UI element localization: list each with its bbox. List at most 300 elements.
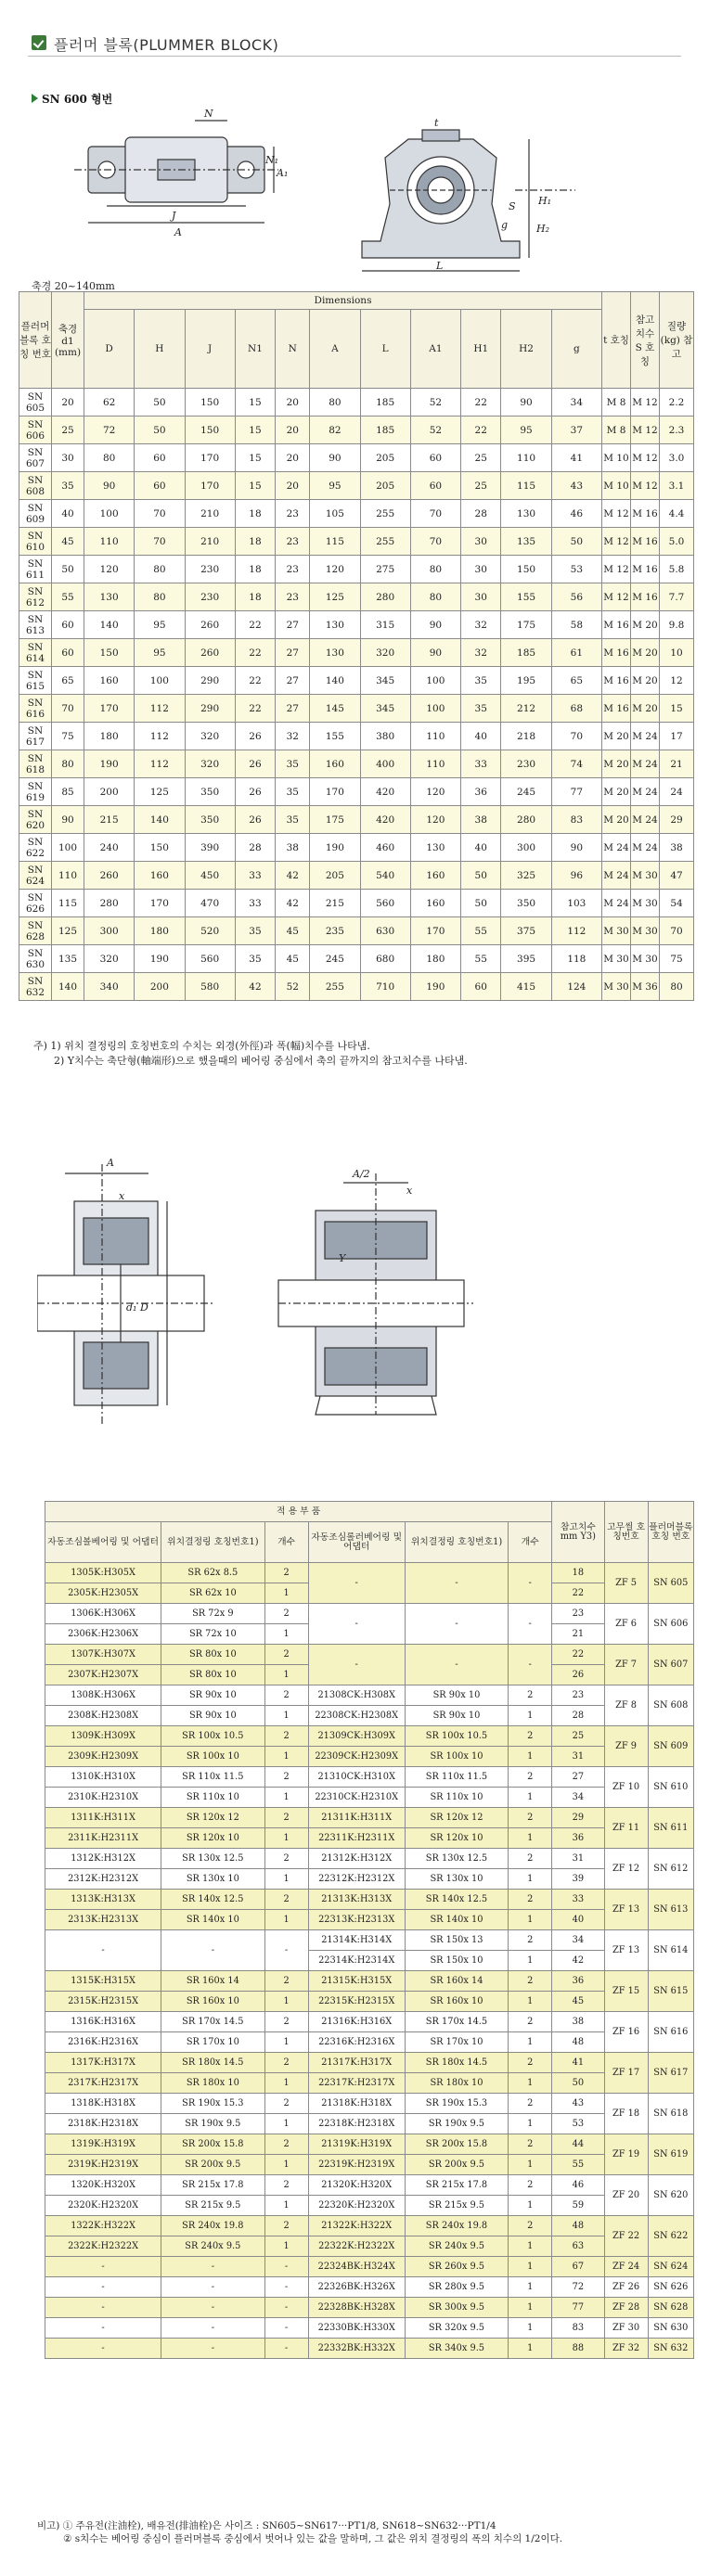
table-cell: M 16: [631, 500, 660, 528]
table-cell: 22311K:H2311X: [308, 1828, 405, 1849]
check-icon: [32, 35, 46, 50]
table-cell: 50: [461, 862, 501, 890]
table-cell: 1: [264, 2073, 308, 2094]
table-cell: 190: [135, 945, 185, 973]
table-row: [19, 750, 694, 778]
table-cell: 100: [84, 500, 135, 528]
table-cell: 1310K:H310X: [45, 1767, 161, 1788]
table-cell: 140: [310, 667, 360, 695]
table-cell: SR 200x 9.5: [161, 2155, 264, 2175]
table-cell: 185: [501, 639, 551, 667]
table-cell: 100: [135, 667, 185, 695]
table-cell: 2308K:H2308X: [45, 1706, 161, 1726]
table-cell: 140: [84, 611, 135, 639]
table-cell: 68: [551, 695, 601, 723]
table-cell: 125: [135, 778, 185, 806]
table-row: [19, 417, 694, 444]
table-cell: 1313K:H313X: [45, 1890, 161, 1910]
model-number-cell: SN 607: [19, 444, 52, 472]
table-cell: 41: [552, 2053, 604, 2073]
table-row: [45, 2012, 694, 2032]
table-cell: 60: [52, 639, 84, 667]
table-cell: 245: [310, 945, 360, 973]
model-number-cell: SN 612: [19, 583, 52, 611]
table-cell: 40: [461, 723, 501, 750]
table-cell: 27: [276, 611, 310, 639]
table-cell: -: [509, 1563, 552, 1604]
table-cell: 36: [552, 1828, 604, 1849]
table-cell: M 20: [631, 695, 660, 723]
t2-header: 위치결정링 호칭번호1): [161, 1522, 264, 1563]
table-cell: 170: [185, 444, 235, 472]
table-cell: SR 130x 12.5: [405, 1849, 508, 1869]
table-cell: 52: [410, 389, 460, 417]
table-cell: M 30: [602, 973, 631, 1001]
table-cell: 350: [185, 806, 235, 834]
t1-header: H: [135, 310, 185, 389]
table-cell: M 16: [631, 556, 660, 583]
table-cell: 135: [501, 528, 551, 556]
table-cell: 1: [264, 1869, 308, 1890]
table-cell: 125: [310, 583, 360, 611]
table-cell: 22: [552, 1583, 604, 1604]
table-cell: 1: [264, 2196, 308, 2216]
table-cell: 215: [310, 890, 360, 917]
table-cell: 210: [185, 528, 235, 556]
table-cell: -: [45, 2277, 161, 2298]
table-cell: 3.1: [660, 472, 694, 500]
table-cell: SR 240x 9.5: [161, 2236, 264, 2257]
table-cell: 45: [276, 945, 310, 973]
model-number-cell: SN 615: [19, 667, 52, 695]
table-cell: M 20: [631, 639, 660, 667]
table-cell: 21314K:H314X: [308, 1930, 405, 1951]
table-cell: 52: [276, 973, 310, 1001]
table-cell: 1: [264, 1788, 308, 1808]
table2-notes: [37, 2519, 562, 2545]
table-cell: 23: [276, 556, 310, 583]
table-cell: 35: [52, 472, 84, 500]
table-cell: 12: [660, 667, 694, 695]
table-cell: ZF 10: [604, 1767, 648, 1808]
table-cell: SR 90x 10: [161, 1706, 264, 1726]
table-cell: 2: [264, 2134, 308, 2155]
table-cell: 2: [509, 1930, 552, 1951]
table-row: [19, 583, 694, 611]
table-row: [19, 639, 694, 667]
svg-text:S: S: [509, 200, 516, 212]
table-cell: M 16: [631, 528, 660, 556]
table-cell: SR 110x 11.5: [161, 1767, 264, 1788]
model-number-cell: SN 605: [19, 389, 52, 417]
table-cell: 42: [552, 1951, 604, 1971]
table-cell: 2: [264, 1563, 308, 1583]
table-cell: 320: [185, 750, 235, 778]
table-cell: 10: [660, 639, 694, 667]
table-cell: 110: [84, 528, 135, 556]
table-cell: 1317K:H317X: [45, 2053, 161, 2073]
table-cell: 22: [235, 639, 275, 667]
table-cell: 61: [551, 639, 601, 667]
dimensions-table: [19, 291, 694, 1001]
table-cell: 1: [509, 2155, 552, 2175]
table-cell: SR 100x 10: [405, 1747, 508, 1767]
table-cell: SR 240x 9.5: [405, 2236, 508, 2257]
table-cell: -: [405, 1563, 508, 1604]
note-line: 주) 1) 위치 결정링의 호칭번호의 수치는 외경(外徑)과 폭(幅)치수를 나타냄.: [33, 1040, 370, 1052]
table-cell: 170: [135, 890, 185, 917]
table-cell: 40: [552, 1910, 604, 1930]
t1-header: 질량 (kg) 참고: [660, 292, 694, 389]
table-cell: 218: [501, 723, 551, 750]
table-cell: -: [45, 1930, 161, 1971]
model-number-cell: SN 618: [648, 2094, 693, 2134]
table-cell: 41: [551, 444, 601, 472]
table-cell: 39: [552, 1869, 604, 1890]
model-number-cell: SN 606: [648, 1604, 693, 1645]
table-cell: 140: [135, 806, 185, 834]
table-cell: ZF 13: [604, 1930, 648, 1971]
table-row: [19, 917, 694, 945]
table-row: [45, 1992, 694, 2012]
table-cell: SR 140x 12.5: [405, 1890, 508, 1910]
table-row: [45, 2318, 694, 2339]
table-cell: 21310CK:H310X: [308, 1767, 405, 1788]
table-cell: 120: [410, 778, 460, 806]
model-number-cell: SN 616: [19, 695, 52, 723]
table-cell: SR 120x 12: [161, 1808, 264, 1828]
table-cell: 53: [551, 556, 601, 583]
table-row: [19, 667, 694, 695]
table-cell: 540: [360, 862, 410, 890]
table-cell: 460: [360, 834, 410, 862]
table-row: [45, 1828, 694, 1849]
model-number-cell: SN 611: [648, 1808, 693, 1849]
table-cell: ZF 30: [604, 2318, 648, 2339]
table-cell: 115: [501, 472, 551, 500]
table-row: [45, 1971, 694, 1992]
table-row: [19, 500, 694, 528]
table-cell: 112: [135, 723, 185, 750]
table-cell: 1: [509, 1706, 552, 1726]
table-cell: ZF 8: [604, 1685, 648, 1726]
t1-header: N1: [235, 310, 275, 389]
table-cell: 1312K:H312X: [45, 1849, 161, 1869]
table-cell: 630: [360, 917, 410, 945]
table-cell: 2: [264, 1726, 308, 1747]
table-cell: 60: [135, 472, 185, 500]
table-cell: 90: [410, 639, 460, 667]
table-cell: 22312K:H2312X: [308, 1869, 405, 1890]
svg-text:H₁: H₁: [538, 195, 552, 207]
model-number-cell: SN 610: [19, 528, 52, 556]
table-cell: 160: [84, 667, 135, 695]
table-cell: 21320K:H320X: [308, 2175, 405, 2196]
table-cell: 22309CK:H2309X: [308, 1747, 405, 1767]
table-cell: 22314K:H2314X: [308, 1951, 405, 1971]
table-cell: 90: [551, 834, 601, 862]
table1-notes: [33, 1039, 468, 1069]
table-cell: M 20: [602, 723, 631, 750]
table-cell: 2: [509, 2012, 552, 2032]
table-cell: M 20: [631, 611, 660, 639]
table-cell: 150: [84, 639, 135, 667]
model-number-cell: SN 610: [648, 1767, 693, 1808]
svg-text:x: x: [119, 1190, 125, 1202]
table-cell: 50: [461, 890, 501, 917]
svg-text:N: N: [204, 108, 213, 120]
table-cell: SR 140x 10: [405, 1910, 508, 1930]
table-cell: 20: [52, 389, 84, 417]
table-cell: 1306K:H306X: [45, 1604, 161, 1624]
table-cell: 70: [551, 723, 601, 750]
table-cell: 31: [552, 1747, 604, 1767]
table-cell: 40: [461, 834, 501, 862]
t2-header: 플러머블록 호칭 번호: [648, 1502, 693, 1563]
table-cell: 2: [509, 2134, 552, 2155]
table-cell: SR 140x 12.5: [161, 1890, 264, 1910]
table-cell: 1: [509, 1747, 552, 1767]
table-cell: -: [264, 2277, 308, 2298]
table-cell: SR 90x 10: [405, 1706, 508, 1726]
table-cell: 55: [552, 2155, 604, 2175]
table-cell: 15: [235, 417, 275, 444]
table-cell: 34: [552, 1930, 604, 1951]
table-cell: 205: [360, 472, 410, 500]
table-row: [45, 2175, 694, 2196]
table-cell: 2: [264, 1971, 308, 1992]
table-cell: 255: [360, 528, 410, 556]
table-cell: 28: [552, 1706, 604, 1726]
table-cell: 1: [509, 1869, 552, 1890]
table-cell: SR 200x 9.5: [405, 2155, 508, 2175]
table-cell: M 20: [631, 667, 660, 695]
table-cell: 1: [509, 2114, 552, 2134]
table-cell: 1: [509, 2032, 552, 2053]
t1-header: L: [360, 310, 410, 389]
table-cell: M 24: [631, 834, 660, 862]
t1-group-header: Dimensions: [84, 292, 602, 310]
table-row: [19, 890, 694, 917]
table-cell: SR 150x 13: [405, 1930, 508, 1951]
table-cell: 124: [551, 973, 601, 1001]
table-cell: 1320K:H320X: [45, 2175, 161, 2196]
table-row: [45, 1726, 694, 1747]
table-cell: 1: [509, 1910, 552, 1930]
table-cell: 95: [135, 611, 185, 639]
table-cell: -: [45, 2298, 161, 2318]
table-cell: 5.8: [660, 556, 694, 583]
table-cell: 170: [84, 695, 135, 723]
table-cell: 26: [235, 750, 275, 778]
table-cell: 21312K:H312X: [308, 1849, 405, 1869]
table-row: [45, 1706, 694, 1726]
table-cell: SR 90x 10: [161, 1685, 264, 1706]
svg-text:x: x: [406, 1185, 413, 1197]
model-number-cell: SN 606: [19, 417, 52, 444]
table-row: [45, 2094, 694, 2114]
table-cell: 95: [310, 472, 360, 500]
table-cell: 1319K:H319X: [45, 2134, 161, 2155]
table-cell: 96: [551, 862, 601, 890]
table-row: [45, 2216, 694, 2236]
table-row: [45, 1910, 694, 1930]
table-cell: 80: [660, 973, 694, 1001]
t1-header: J: [185, 310, 235, 389]
table-cell: 35: [276, 778, 310, 806]
table-cell: 115: [310, 528, 360, 556]
table-cell: 1316K:H316X: [45, 2012, 161, 2032]
table-cell: 1: [264, 1747, 308, 1767]
table-cell: 38: [660, 834, 694, 862]
table-cell: 25: [52, 417, 84, 444]
table-cell: 2: [264, 1890, 308, 1910]
model-number-cell: SN 608: [19, 472, 52, 500]
model-number-cell: SN 630: [19, 945, 52, 973]
table-cell: 2: [509, 1685, 552, 1706]
table-cell: 2: [264, 1604, 308, 1624]
table-cell: 2315K:H2315X: [45, 1992, 161, 2012]
table-cell: SR 160x 10: [161, 1992, 264, 2012]
table-cell: M 30: [631, 945, 660, 973]
table-cell: -: [509, 1645, 552, 1685]
table-cell: 65: [52, 667, 84, 695]
t1-header: A: [310, 310, 360, 389]
table-cell: 27: [552, 1767, 604, 1788]
table-cell: 85: [52, 778, 84, 806]
svg-text:A: A: [107, 1157, 114, 1169]
table-cell: 230: [185, 583, 235, 611]
table-cell: 67: [552, 2257, 604, 2277]
table-cell: 2: [264, 1849, 308, 1869]
table-cell: 75: [52, 723, 84, 750]
t1-header: g: [551, 310, 601, 389]
table-row: [19, 778, 694, 806]
table-cell: SR 320x 9.5: [405, 2318, 508, 2339]
table-cell: 60: [410, 444, 460, 472]
table-cell: 2: [509, 1808, 552, 1828]
t2-header: 참고치수 mm Y3): [552, 1502, 604, 1563]
table-cell: 32: [461, 611, 501, 639]
table-cell: 26: [235, 806, 275, 834]
t2-header: 고무씰 호칭번호: [604, 1502, 648, 1563]
model-number-cell: SN 632: [648, 2339, 693, 2359]
table-cell: 35: [235, 945, 275, 973]
table-row: [45, 2196, 694, 2216]
note-line: ② s치수는 베어링 중심이 플러머블록 중심에서 벗어나 있는 값을 말하며, 그 값은 위치 결정링의 폭의 치수의 1/2이다.: [63, 2533, 563, 2544]
table-cell: 37: [551, 417, 601, 444]
table-cell: 2: [509, 1767, 552, 1788]
table-cell: 2305K:H2305X: [45, 1583, 161, 1604]
table-row: [45, 1563, 694, 1583]
svg-text:g: g: [501, 219, 509, 231]
table-cell: 22332BK:H332X: [308, 2339, 405, 2359]
table-cell: 59: [552, 2196, 604, 2216]
table-cell: SR 190x 9.5: [405, 2114, 508, 2134]
table-cell: 38: [552, 2012, 604, 2032]
table-cell: 26: [235, 778, 275, 806]
model-number-cell: SN 609: [648, 1726, 693, 1767]
table-cell: 100: [410, 667, 460, 695]
table-cell: SR 190x 9.5: [161, 2114, 264, 2134]
table-cell: 230: [501, 750, 551, 778]
table-row: [45, 2236, 694, 2257]
table-cell: 255: [360, 500, 410, 528]
table-row: [19, 528, 694, 556]
table-cell: 320: [360, 639, 410, 667]
table-cell: 35: [461, 695, 501, 723]
table-cell: M 16: [602, 667, 631, 695]
table-cell: 680: [360, 945, 410, 973]
table-cell: 170: [310, 778, 360, 806]
table-cell: 1309K:H309X: [45, 1726, 161, 1747]
table-cell: M 8: [602, 417, 631, 444]
table-cell: 22326BK:H326X: [308, 2277, 405, 2298]
model-number-cell: SN 622: [648, 2216, 693, 2257]
table-cell: 112: [135, 750, 185, 778]
table-cell: 2307K:H2307X: [45, 1665, 161, 1685]
table-cell: M 24: [631, 778, 660, 806]
table-cell: 110: [52, 862, 84, 890]
table-cell: 110: [410, 723, 460, 750]
table-cell: 2: [264, 2094, 308, 2114]
table-cell: 2: [509, 2175, 552, 2196]
table-cell: 1: [509, 2257, 552, 2277]
table-cell: 1305K:H305X: [45, 1563, 161, 1583]
svg-text:J: J: [172, 210, 176, 222]
table-cell: 47: [660, 862, 694, 890]
table-cell: 155: [310, 723, 360, 750]
table-cell: 35: [461, 667, 501, 695]
model-number-cell: SN 626: [648, 2277, 693, 2298]
table-cell: 22330BK:H330X: [308, 2318, 405, 2339]
table-cell: 1: [509, 1788, 552, 1808]
table-cell: 70: [660, 917, 694, 945]
table-cell: 1: [509, 2277, 552, 2298]
table-cell: 110: [501, 444, 551, 472]
table-cell: SR 110x 10: [161, 1788, 264, 1808]
table-cell: 75: [660, 945, 694, 973]
table-cell: 80: [84, 444, 135, 472]
table-cell: SR 150x 10: [405, 1951, 508, 1971]
table-cell: 2: [509, 2216, 552, 2236]
table-cell: SR 160x 14: [161, 1971, 264, 1992]
table-cell: 33: [235, 890, 275, 917]
model-number-cell: SN 626: [19, 890, 52, 917]
note-line: 비고) ① 주유전(注油栓), 배유전(排油栓)은 사이즈 : SN605~SN617···PT1/8, SN618~SN632···PT1/4: [37, 2520, 496, 2531]
table-cell: 45: [276, 917, 310, 945]
table-cell: SR 215x 9.5: [405, 2196, 508, 2216]
plummer-block-drawing-section: [37, 1146, 557, 1452]
table-cell: 80: [410, 556, 460, 583]
table-cell: 55: [52, 583, 84, 611]
model-number-cell: SN 617: [19, 723, 52, 750]
table-cell: 1315K:H315X: [45, 1971, 161, 1992]
svg-text:d₁ D: d₁ D: [126, 1301, 148, 1314]
table-cell: 18: [235, 583, 275, 611]
table-cell: 175: [501, 611, 551, 639]
table-cell: SR 130x 10: [161, 1869, 264, 1890]
table-cell: M 12: [631, 389, 660, 417]
table-cell: 320: [185, 723, 235, 750]
model-number-cell: SN 614: [648, 1930, 693, 1971]
table-cell: SR 260x 9.5: [405, 2257, 508, 2277]
table-cell: SR 180x 14.5: [405, 2053, 508, 2073]
t1-header: t 호칭: [602, 292, 631, 389]
table-cell: 32: [276, 723, 310, 750]
t2-header: 개수: [264, 1522, 308, 1563]
table-cell: 2309K:H2309X: [45, 1747, 161, 1767]
